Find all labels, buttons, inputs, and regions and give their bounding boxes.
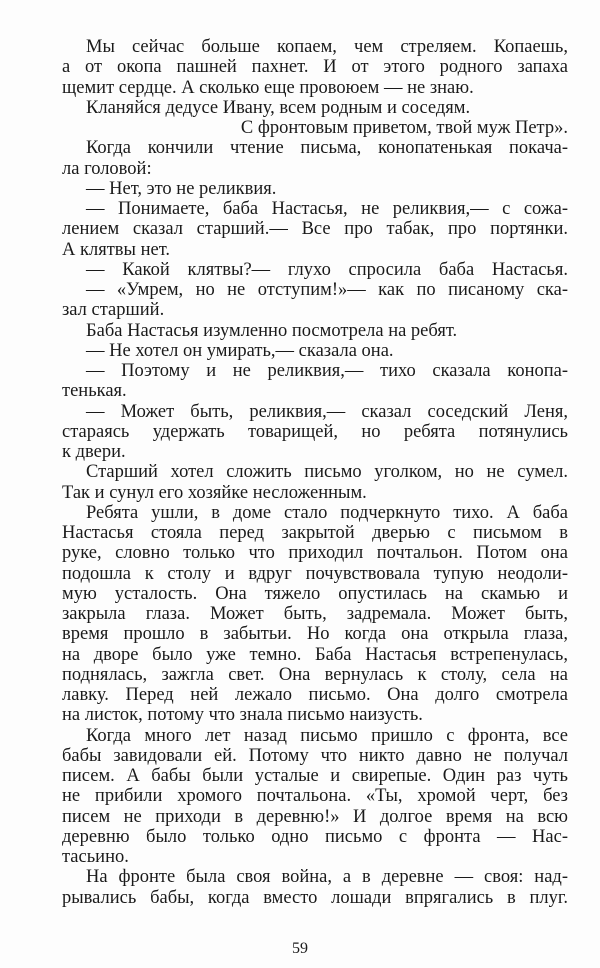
text-line: Так и сунул его хозяйке несложенным. — [62, 482, 367, 503]
text-line: — Нет, это не реликвия. — [86, 178, 277, 199]
text-line: лавку. Перед ней лежало письмо. Она долго смотрела — [62, 685, 568, 705]
text-line: А клятвы нет. — [62, 239, 171, 260]
text-line: Баба Настасья изумленно посмотрела на ребят. — [86, 320, 458, 341]
text-line: стараясь удержать товарищей, но ребята потянулись — [62, 421, 568, 442]
text-line: рывались бабы, когда вместо лошади впрягались в плуг. — [62, 887, 568, 908]
text-line: на листок, потому что знала письмо наизусть. — [62, 705, 423, 726]
text-line: Ребята ушли, в доме стало подчеркнуто тихо. А баба — [86, 502, 568, 523]
text-line: к двери. — [62, 442, 126, 462]
text-line: бабы завидовали ей. Потому что никто давно не получал — [62, 745, 568, 766]
text-line: — Не хотел он умирать,— сказала она. — [86, 340, 394, 361]
letter-signature-line: С фронтовым приветом, твой муж Петр». — [240, 118, 568, 138]
text-line: На фронте была своя война, а в деревне — своя: над- — [86, 867, 568, 888]
text-line: не прибили хромого почтальона. «Ты, хромой черт, без — [62, 786, 568, 807]
text-line: — «Умрем, но не отступим!»— как по писаному ска- — [86, 280, 568, 300]
text-line: ла головой: — [62, 158, 152, 179]
text-line: Мы сейчас больше копаем, чем стреляем. Копаешь, — [86, 37, 568, 57]
text-line: деревню было только одно письмо с фронта — Нас- — [62, 826, 568, 847]
text-line: а от окопа пашней пахнет. И от этого родного запаха — [62, 57, 568, 78]
text-line: — Может быть, реликвия,— сказал соседский Леня, — [86, 401, 568, 422]
text-line: время прошло в забытьи. Но когда она открыла глаза, — [62, 624, 568, 645]
text-line: щемит сердце. А сколько еще провоюем — не знаю. — [62, 77, 474, 98]
text-line: Когда много лет назад письмо пришло с фронта, все — [86, 725, 568, 746]
text-line: — Понимаете, баба Настасья, не реликвия,— с сожа- — [86, 199, 568, 219]
text-line: Кланяйся дедусе Ивану, всем родным и соседям. — [86, 97, 471, 118]
text-line: мую усталость. Она тяжело опустилась на скамью и — [62, 583, 568, 604]
text-line: подошла к столу и вдруг почувствовала тупую неодоли- — [62, 563, 568, 584]
page-number: 59 — [292, 940, 308, 957]
text-line: тенькая. — [62, 381, 127, 402]
text-line: писем. А бабы были усталые и свирепые. Один раз чуть — [62, 766, 568, 786]
text-line: тасьино. — [62, 847, 129, 867]
text-line: лением сказал старший.— Все про табак, про портянки. — [62, 219, 568, 240]
text-line: на дворе было уже темно. Баба Настасья встрепенулась, — [62, 644, 568, 665]
text-line: — Поэтому и не реликвия,— тихо сказала конопа- — [86, 361, 568, 381]
text-line: поднялась, зажгла свет. Она вернулась к столу, села на — [62, 664, 568, 685]
text-line: — Какой клятвы?— глухо спросила баба Настасья. — [86, 259, 568, 280]
text-line: Старший хотел сложить письмо уголком, но не сумел. — [86, 462, 568, 483]
page-body-text — [62, 37, 568, 908]
text-line: руке, словно только что приходил почтальон. Потом она — [62, 543, 568, 564]
text-line: зал старший. — [62, 300, 165, 321]
text-line: Когда кончили чтение письма, конопатенькая покача- — [86, 138, 568, 159]
text-line: закрыла глаза. Может быть, задремала. Может быть, — [62, 604, 568, 624]
text-line: писем не приходи в деревню!» И долгое время на всю — [62, 806, 568, 827]
text-line: Настасья стояла перед закрытой дверью с письмом в — [62, 523, 568, 543]
